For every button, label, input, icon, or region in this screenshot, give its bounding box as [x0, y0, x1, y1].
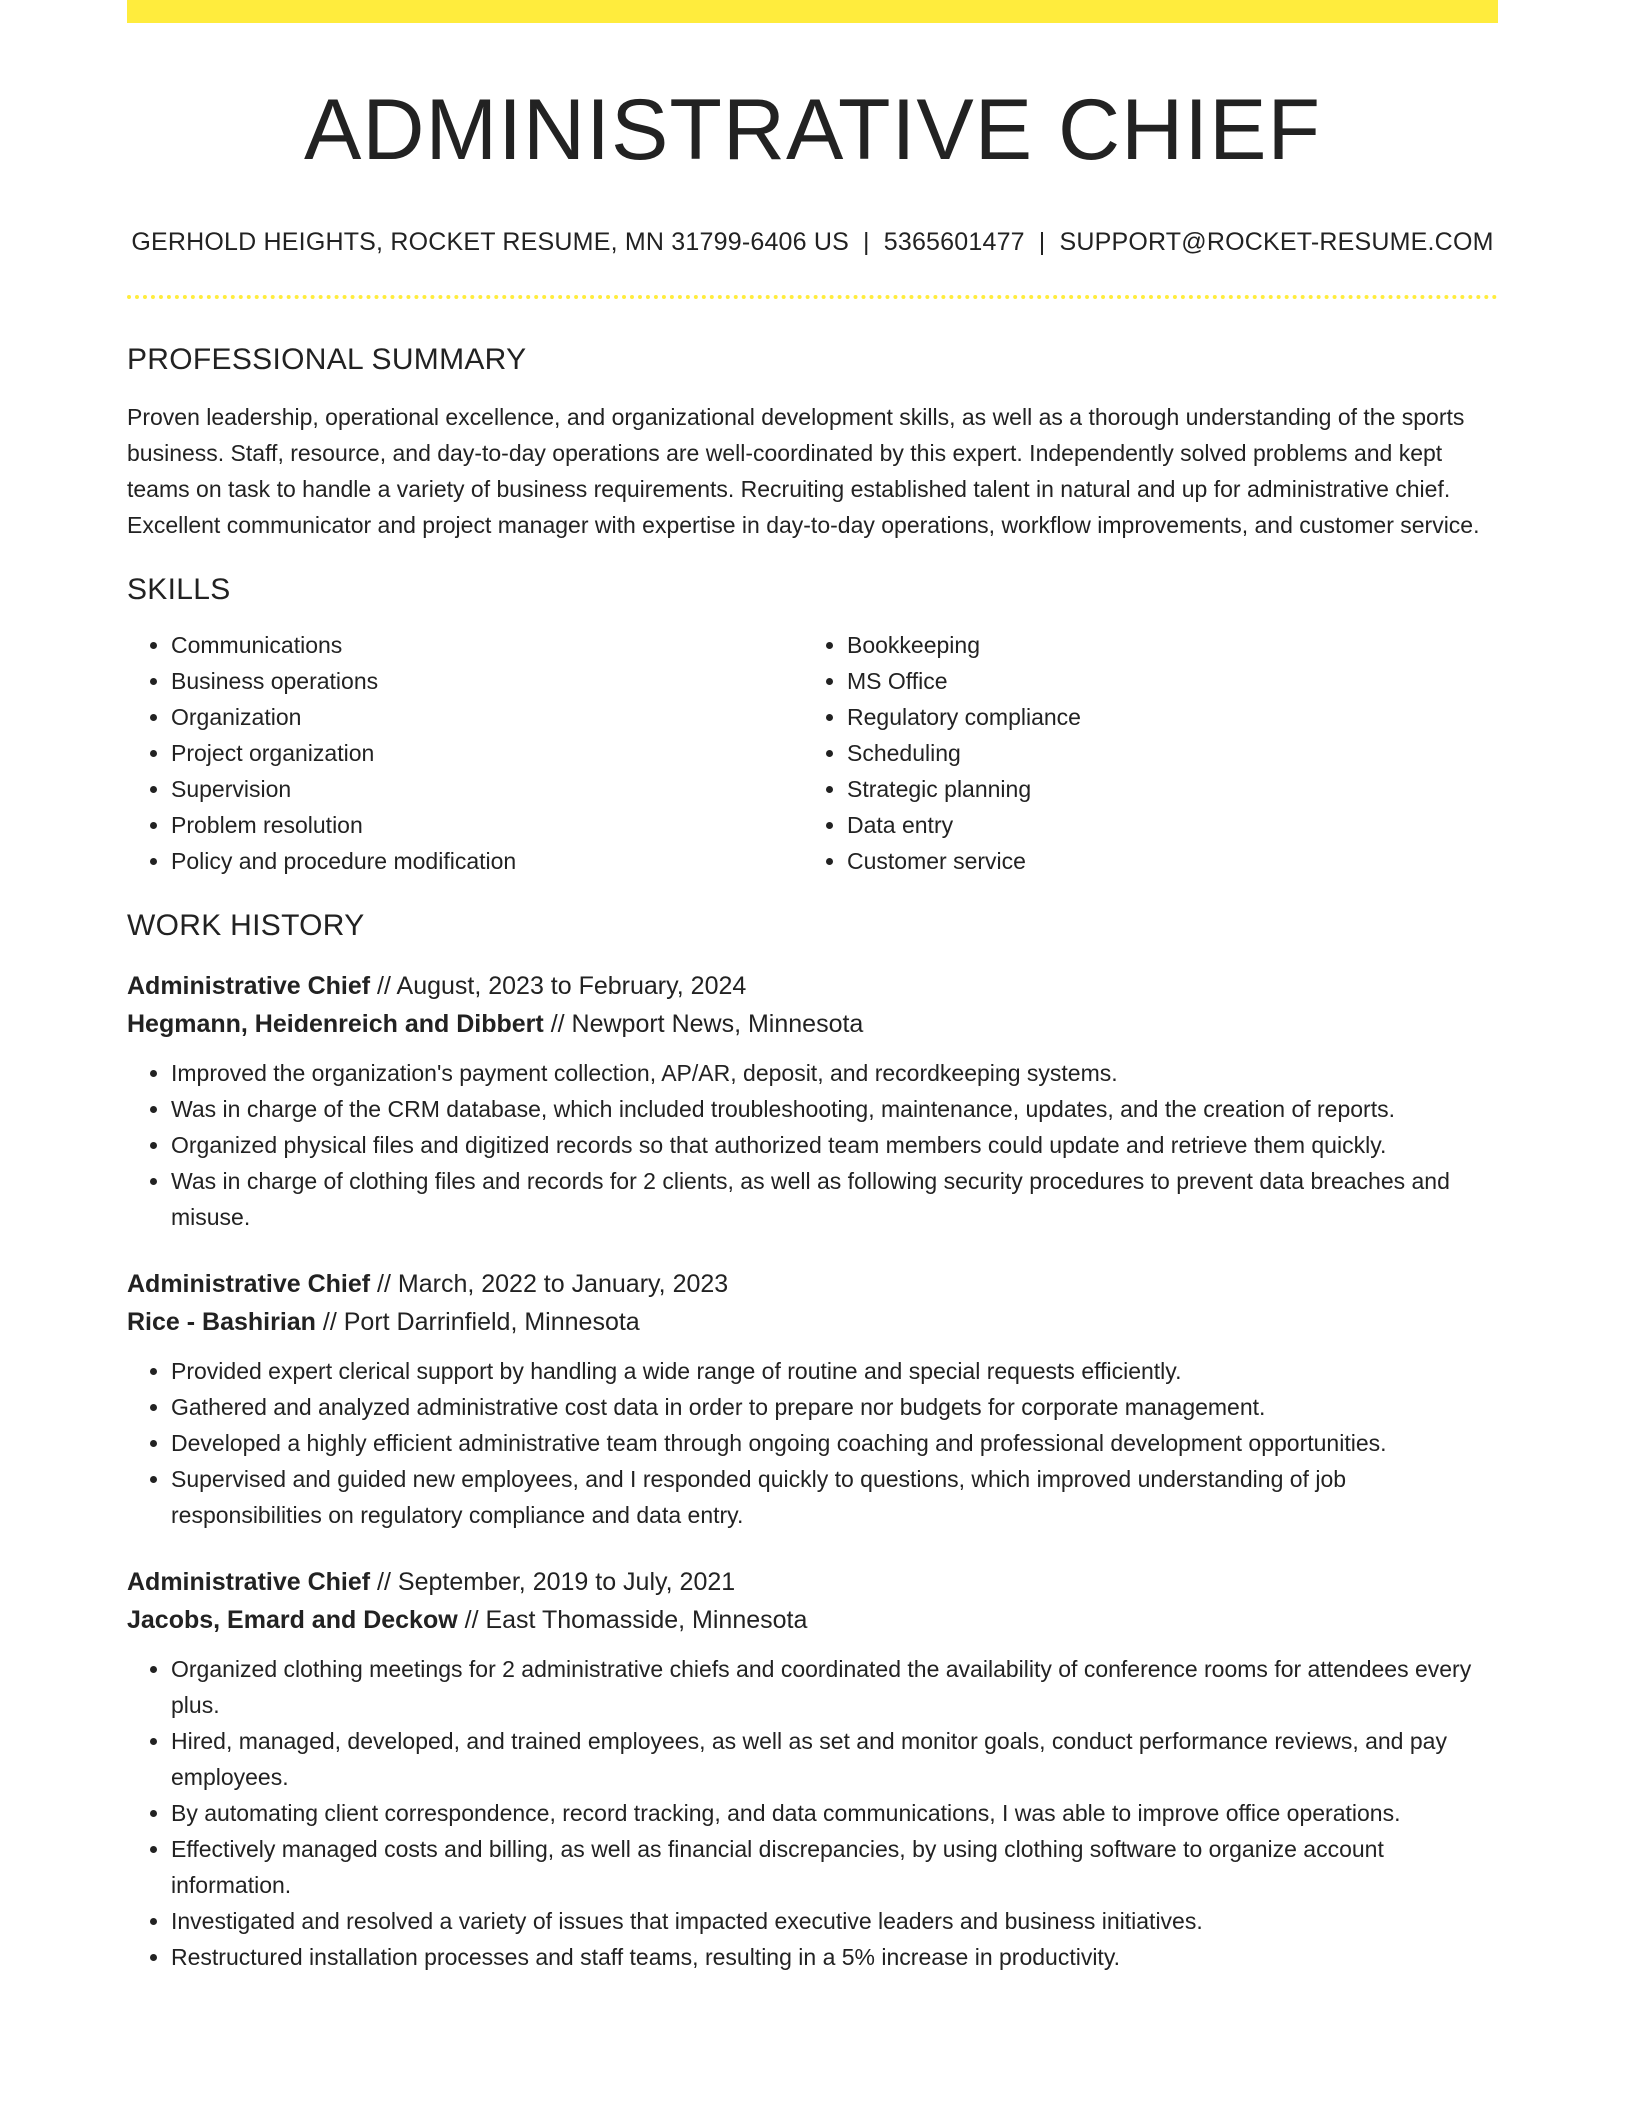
contact-line: [127, 228, 1498, 257]
skill-item: • MS Office: [847, 663, 1479, 699]
skill-item: • Scheduling: [847, 735, 1479, 771]
job-dates: // September, 2019 to July, 2021: [370, 1567, 736, 1596]
job-dates: // March, 2022 to January, 2023: [370, 1269, 729, 1298]
skill-item: • Regulatory compliance: [847, 699, 1479, 735]
job-bullet: • Investigated and resolved a variety of issues that impacted executive leaders and business initiatives.: [171, 1903, 1498, 1939]
job-role: Administrative Chief: [127, 1269, 371, 1298]
skills-column-left: [127, 627, 803, 879]
job-bullets: [127, 1055, 1498, 1235]
skill-item: • Project organization: [171, 735, 803, 771]
job-company: Hegmann, Heidenreich and Dibbert: [127, 1009, 544, 1038]
top-accent-bar: [127, 0, 1498, 23]
job-location: // Newport News, Minnesota: [543, 1009, 864, 1038]
job-title-line: [127, 1265, 1498, 1303]
job-bullet: • By automating client correspondence, record tracking, and data communications, I was able to improve office operations.: [171, 1795, 1498, 1831]
job-entry: [127, 967, 1498, 1235]
job-role: Administrative Chief: [127, 1567, 371, 1596]
job-bullet: • Effectively managed costs and billing, as well as financial discrepancies, by using clothing software to organize account information.: [171, 1831, 1498, 1903]
job-entry: [127, 1265, 1498, 1533]
candidate-name: ADMINISTRATIVE CHIEF: [303, 82, 1322, 178]
skill-item: • Data entry: [847, 807, 1479, 843]
job-role: Administrative Chief: [127, 971, 371, 1000]
job-company-line: [127, 1303, 1498, 1341]
job-location: // East Thomasside, Minnesota: [457, 1605, 808, 1634]
skill-item: • Communications: [171, 627, 803, 663]
resume-page: [127, 0, 1498, 1975]
job-bullet: • Hired, managed, developed, and trained employees, as well as set and monitor goals, conduct performance reviews, and pay employees.: [171, 1723, 1498, 1795]
job-bullet: • Was in charge of clothing files and records for 2 clients, as well as following security procedures to prevent data breaches and misuse.: [171, 1163, 1498, 1235]
job-bullet: • Restructured installation processes and staff teams, resulting in a 5% increase in productivity.: [171, 1939, 1498, 1975]
summary-heading: PROFESSIONAL SUMMARY: [127, 342, 527, 376]
job-location: // Port Darrinfield, Minnesota: [315, 1307, 640, 1336]
skill-item: • Problem resolution: [171, 807, 803, 843]
skill-item: • Business operations: [171, 663, 803, 699]
job-entry: [127, 1563, 1498, 1975]
skills-heading: SKILLS: [127, 572, 231, 606]
job-bullet: • Organized physical files and digitized records so that authorized team members could update and retrieve them quickly.: [171, 1127, 1498, 1163]
skills-list: [127, 627, 1498, 879]
job-bullet: • Supervised and guided new employees, and I responded quickly to questions, which improved understanding of job responsibilities on regulatory compliance and data entry.: [171, 1461, 1498, 1533]
contact-separator: |: [863, 227, 870, 256]
job-bullet: • Gathered and analyzed administrative cost data in order to prepare nor budgets for corporate management.: [171, 1389, 1498, 1425]
job-bullet: • Developed a highly efficient administrative team through ongoing coaching and professional development opportunities.: [171, 1425, 1498, 1461]
skill-item: • Organization: [171, 699, 803, 735]
job-title-line: [127, 1563, 1498, 1601]
skill-item: • Policy and procedure modification: [171, 843, 803, 879]
job-bullet: • Provided expert clerical support by handling a wide range of routine and special requests efficiently.: [171, 1353, 1498, 1389]
dotted-divider: [127, 295, 1498, 299]
skill-item: • Strategic planning: [847, 771, 1479, 807]
job-bullet: • Organized clothing meetings for 2 administrative chiefs and coordinated the availability of conference rooms for attendees every plus.: [171, 1651, 1498, 1723]
skill-item: • Customer service: [847, 843, 1479, 879]
work-history-heading: WORK HISTORY: [127, 908, 365, 942]
skill-item: • Bookkeeping: [847, 627, 1479, 663]
job-bullets: [127, 1651, 1498, 1975]
contact-email: SUPPORT@ROCKET-RESUME.COM: [1059, 227, 1494, 256]
skill-item: • Supervision: [171, 771, 803, 807]
job-company-line: [127, 1005, 1498, 1043]
contact-separator: |: [1038, 227, 1046, 256]
job-dates: // August, 2023 to February, 2024: [370, 971, 747, 1000]
job-company-line: [127, 1601, 1498, 1639]
contact-address: GERHOLD HEIGHTS, ROCKET RESUME, MN 31799-6406 US: [131, 227, 850, 256]
summary-text: Proven leadership, operational excellence, and organizational development skills, as well as a thorough understanding of the sports business. Staff, resource, and day-to-day operations are well-coordinated by this expert. Independently solved problems and kept teams on task to handle a variety of business requirements. Recruiting established talent in natural and up for administrative chief. Excellent communicator and project manager with expertise in day-to-day operations, workflow improvements, and customer service.: [127, 403, 1480, 538]
job-title-line: [127, 967, 1498, 1005]
job-bullet: • Was in charge of the CRM database, which included troubleshooting, maintenance, updates, and the creation of reports.: [171, 1091, 1498, 1127]
job-bullets: [127, 1353, 1498, 1533]
skills-column-right: [803, 627, 1479, 879]
job-bullet: • Improved the organization's payment collection, AP/AR, deposit, and recordkeeping systems.: [171, 1055, 1498, 1091]
job-company: Jacobs, Emard and Deckow: [127, 1605, 458, 1634]
contact-phone: 5365601477: [883, 227, 1025, 256]
job-company: Rice - Bashirian: [127, 1307, 316, 1336]
